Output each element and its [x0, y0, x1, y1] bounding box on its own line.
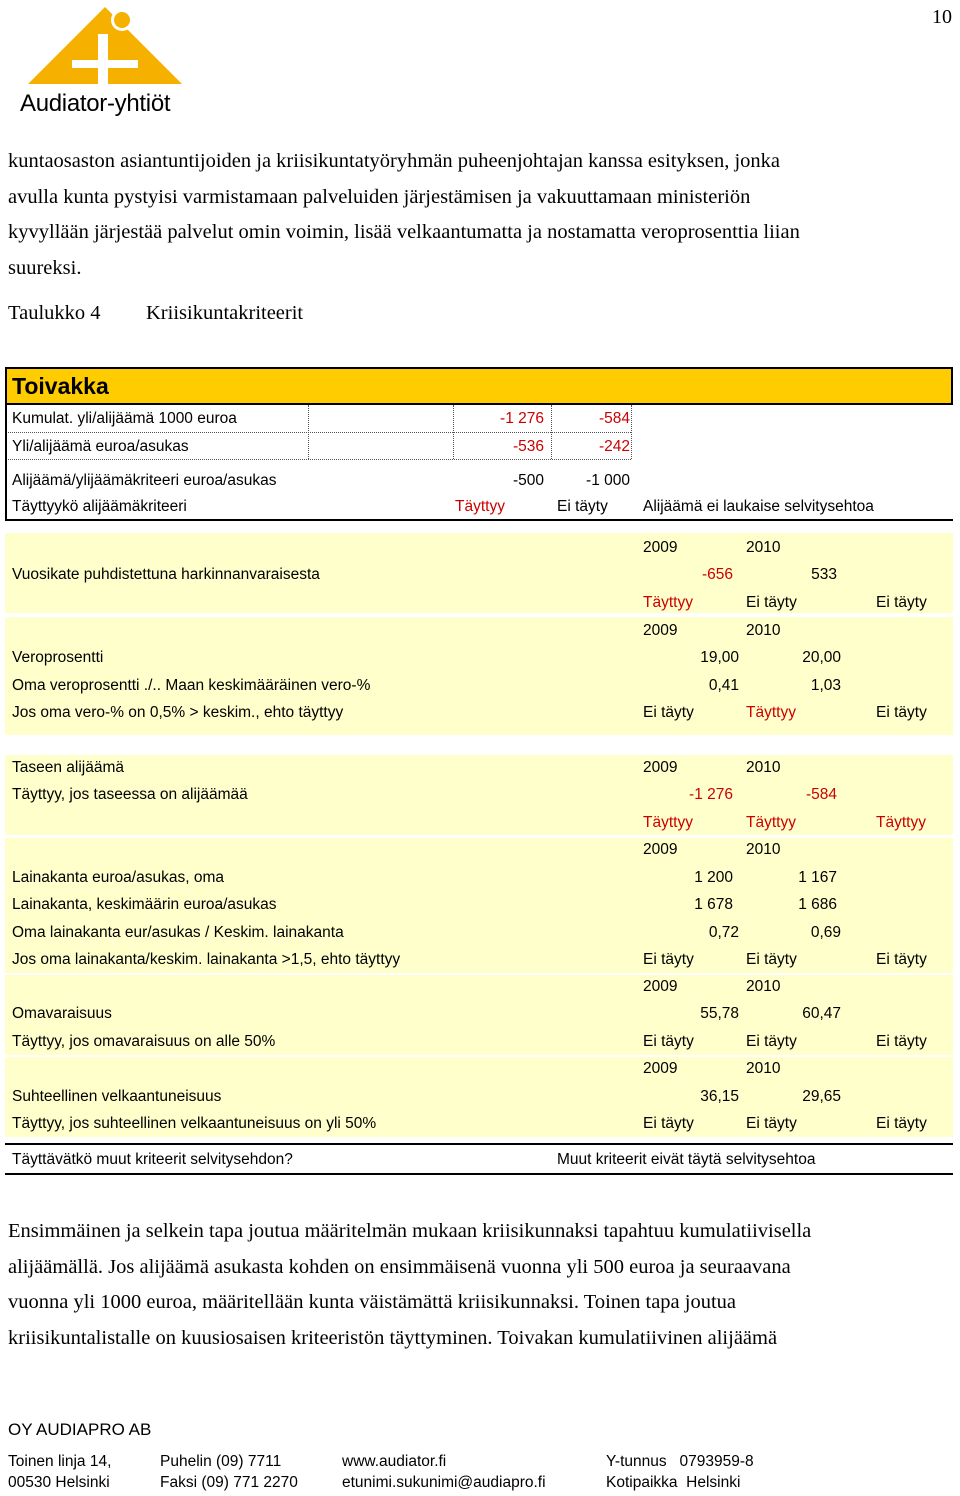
- status-2010: Täyttyy: [746, 704, 796, 721]
- row-label: Oma veroprosentti ./.. Maan keskimääräinen vero-%: [12, 677, 371, 694]
- footer-address-1: Toinen linja 14,: [8, 1453, 112, 1470]
- status-result: Ei täyty: [876, 704, 927, 721]
- row-label: Täyttyy, jos omavaraisuus on alle 50%: [12, 1033, 276, 1050]
- status-2009: Ei täyty: [643, 704, 694, 721]
- year-header: 2009: [643, 759, 678, 776]
- table-row: [0, 974, 960, 1000]
- table-row: [0, 1056, 960, 1082]
- row-label: Lainakanta, keskimäärin euroa/asukas: [12, 896, 277, 913]
- table-row: [0, 562, 960, 588]
- intro-line: avulla kunta pystyisi varmistamaan palveluiden järjestämisen ja vakuuttamaan ministeriön: [8, 185, 751, 208]
- table-row: [0, 920, 960, 946]
- year-header: 2009: [643, 841, 678, 858]
- value-2010: -1 000: [586, 472, 630, 489]
- row-label: Veroprosentti: [12, 649, 104, 666]
- table-row: [0, 865, 960, 891]
- closing-line: alijäämällä. Jos alijäämä asukasta kohden on ensimmäisenä vuonna yli 500 euroa ja seuraavana: [8, 1255, 791, 1278]
- year-header: 2009: [643, 622, 678, 639]
- table-row: [0, 1084, 960, 1110]
- table-title: Toivakka: [12, 373, 109, 399]
- row-label: Lainakanta euroa/asukas, oma: [12, 869, 224, 886]
- table-row: [0, 535, 960, 561]
- value-2009: 0,72: [708, 924, 739, 941]
- year-header: 2009: [643, 539, 678, 556]
- table-row: [0, 434, 960, 460]
- row-label: Jos oma vero-% on 0,5% > keskim., ehto täyttyy: [12, 704, 344, 721]
- closing-line: vuonna yli 1000 euroa, määritellään kunta väistämättä kriisikunnaksi. Toinen tapa joutua: [8, 1291, 737, 1313]
- status-result: Ei täyty: [876, 1033, 927, 1050]
- row-label: Oma lainakanta eur/asukas / Keskim. lainakanta: [12, 924, 344, 941]
- row-label: Omavaraisuus: [12, 1005, 112, 1022]
- value-2010: 533: [811, 566, 837, 583]
- value-2010: 60,47: [802, 1005, 841, 1022]
- table-row: [0, 892, 960, 918]
- table-row: [0, 645, 960, 671]
- table-row: [0, 1111, 960, 1137]
- status-2010: Ei täyty: [746, 1033, 797, 1050]
- value-2009: 1 200: [694, 869, 733, 886]
- status-2010: Ei täyty: [557, 498, 608, 515]
- value-2009: 36,15: [700, 1088, 739, 1105]
- table-row: [0, 468, 960, 494]
- value-2009: 55,78: [700, 1005, 739, 1022]
- value-2009: -656: [701, 566, 733, 583]
- table-title-band: [5, 367, 953, 405]
- status-result: Ei täyty: [876, 951, 927, 968]
- page-number: 10: [932, 6, 952, 28]
- value-2010: 1,03: [810, 677, 841, 694]
- status-2010: Täyttyy: [746, 814, 796, 831]
- footer-email-link[interactable]: etunimi.sukunimi@audiapro.fi: [342, 1474, 546, 1491]
- row-label: Vuosikate puhdistettuna harkinnanvaraisesta: [12, 566, 320, 583]
- table-row: [0, 590, 960, 616]
- row-label: Yli/alijäämä euroa/asukas: [12, 438, 189, 455]
- result-note: Alijäämä ei laukaise selvitysehtoa: [643, 498, 874, 515]
- value-2009: -500: [512, 472, 544, 489]
- value-2009: -1 276: [689, 786, 733, 803]
- status-2009: Ei täyty: [643, 951, 694, 968]
- year-header: 2010: [746, 978, 781, 995]
- status-2009: Täyttyy: [643, 594, 693, 611]
- footer-website-link[interactable]: www.audiator.fi: [342, 1453, 447, 1470]
- value-2009: 19,00: [700, 649, 739, 666]
- value-2010: 1 167: [798, 869, 837, 886]
- intro-line: suureksi.: [8, 256, 82, 279]
- footer-business-id: Y-tunnus 0793959-8: [606, 1453, 754, 1470]
- row-label: Taseen alijäämä: [12, 759, 125, 776]
- table-row: [0, 1147, 960, 1173]
- closing-line: Ensimmäinen ja selkein tapa joutua määritelmän mukaan kriisikunnaksi tapahtuu kumulatiivisella: [8, 1220, 812, 1242]
- row-label: Täyttävätkö muut kriteerit selvitysehdon?: [12, 1151, 293, 1168]
- table-row: [0, 810, 960, 836]
- row-label: Kumulat. yli/alijäämä 1000 euroa: [12, 410, 237, 427]
- year-header: 2010: [746, 841, 781, 858]
- table-row: [0, 782, 960, 808]
- status-result: Ei täyty: [876, 594, 927, 611]
- status-result: Ei täyty: [876, 1115, 927, 1132]
- row-label: Täyttyy, jos suhteellinen velkaantuneisuus on yli 50%: [12, 1115, 377, 1132]
- table-row: [0, 700, 960, 726]
- value-2010: 1 686: [798, 896, 837, 913]
- intro-line: kyvyllään järjestää palvelut omin voimin, lisää velkaantumatta ja nostamatta veroprosenttia liian: [8, 221, 800, 243]
- value-2009: -1 276: [500, 410, 544, 427]
- row-label: Täyttyy, jos taseessa on alijäämää: [12, 786, 248, 803]
- table-row: [0, 494, 960, 520]
- year-header: 2009: [643, 978, 678, 995]
- status-2009: Ei täyty: [643, 1115, 694, 1132]
- table-row: [0, 1001, 960, 1027]
- footer-company: OY AUDIAPRO AB: [8, 1420, 152, 1439]
- closing-paragraph: [8, 1214, 952, 1356]
- table-row: [0, 406, 960, 432]
- table-row: [0, 618, 960, 644]
- status-result: Täyttyy: [876, 814, 926, 831]
- year-header: 2010: [746, 622, 781, 639]
- value-2009: 1 678: [694, 896, 733, 913]
- logo-text: Audiator-yhtiöt: [20, 90, 171, 117]
- value-2010: 29,65: [802, 1088, 841, 1105]
- table-row: [0, 755, 960, 781]
- table-row: [0, 1029, 960, 1055]
- value-2010: -584: [598, 410, 630, 427]
- row-label: Suhteellinen velkaantuneisuus: [12, 1088, 222, 1105]
- table-caption-label: Taulukko 4: [8, 302, 101, 324]
- year-header: 2010: [746, 539, 781, 556]
- year-header: 2009: [643, 1060, 678, 1077]
- row-label: Täyttyykö alijäämäkriteeri: [12, 498, 187, 515]
- status-2010: Ei täyty: [746, 594, 797, 611]
- status-2009: Täyttyy: [455, 498, 505, 515]
- row-label: Alijäämä/ylijäämäkriteeri euroa/asukas: [12, 472, 277, 489]
- status-2009: Ei täyty: [643, 1033, 694, 1050]
- year-header: 2010: [746, 759, 781, 776]
- status-2010: Ei täyty: [746, 951, 797, 968]
- table-row: [0, 947, 960, 973]
- footer-fax: Faksi (09) 771 2270: [160, 1474, 298, 1491]
- row-label: Jos oma lainakanta/keskim. lainakanta >1,5, ehto täyttyy: [12, 951, 401, 968]
- footer-address-2: 00530 Helsinki: [8, 1474, 110, 1491]
- closing-line: kriisikuntalistalle on kuusiosaisen kriteeristön täyttyminen. Toivakan kumulatiivinen alijäämä: [8, 1326, 778, 1349]
- final-result: Muut kriteerit eivät täytä selvitysehtoa: [557, 1151, 816, 1168]
- value-2010: -242: [598, 438, 630, 455]
- status-2010: Ei täyty: [746, 1115, 797, 1132]
- table-caption-title: Kriisikuntakriteerit: [146, 302, 304, 324]
- intro-line: kuntaosaston asiantuntijoiden ja kriisikuntatyöryhmän puheenjohtajan kanssa esityksen, jonka: [8, 150, 781, 172]
- value-2009: 0,41: [708, 677, 739, 694]
- value-2009: -536: [512, 438, 544, 455]
- value-2010: 0,69: [810, 924, 841, 941]
- footer-phone: Puhelin (09) 7711: [160, 1453, 282, 1470]
- value-2010: 20,00: [802, 649, 841, 666]
- year-header: 2010: [746, 1060, 781, 1077]
- table-row: [0, 673, 960, 699]
- value-2010: -584: [805, 786, 837, 803]
- table-row: [0, 837, 960, 863]
- status-2009: Täyttyy: [643, 814, 693, 831]
- footer-domicile: Kotipaikka Helsinki: [606, 1474, 741, 1491]
